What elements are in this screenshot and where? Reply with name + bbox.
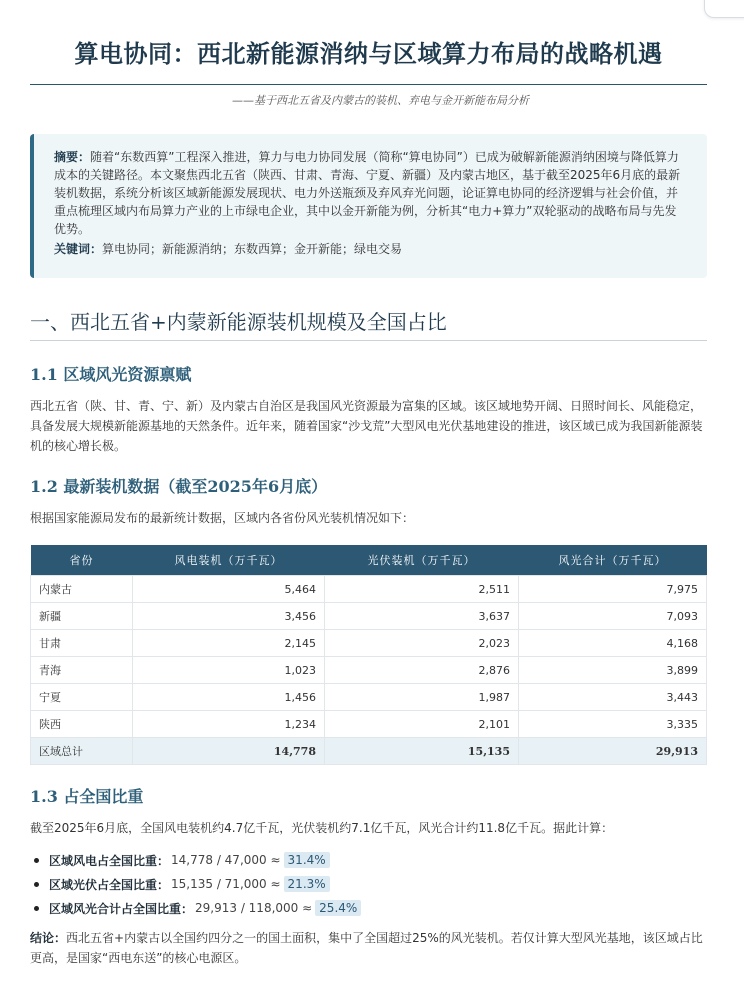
table-row bbox=[31, 657, 707, 684]
conclusion bbox=[30, 928, 707, 968]
stat-label: 区域光伏占全国比重： bbox=[49, 877, 170, 892]
cell-total: 3,443 bbox=[519, 684, 707, 711]
cell-total-label: 区域总计 bbox=[31, 738, 133, 765]
cell-total: 3,899 bbox=[519, 657, 707, 684]
corner-tab[interactable] bbox=[704, 0, 744, 18]
stat-value: 21.3% bbox=[284, 876, 330, 892]
cell-total-wind: 14,778 bbox=[133, 738, 325, 765]
table-row bbox=[31, 576, 707, 603]
cell-total: 3,335 bbox=[519, 711, 707, 738]
list-item bbox=[34, 848, 694, 872]
cell-solar: 1,987 bbox=[325, 684, 519, 711]
col-header-province: 省份 bbox=[31, 545, 133, 576]
table-row bbox=[31, 603, 707, 630]
bullet-icon bbox=[34, 906, 39, 911]
keywords-text: 算电协同；新能源消纳；东数西算；金开新能；绿电交易 bbox=[102, 242, 403, 256]
cell-province: 宁夏 bbox=[31, 684, 133, 711]
conclusion-label: 结论： bbox=[30, 931, 67, 945]
bullet-icon bbox=[34, 882, 39, 887]
bullet-icon bbox=[34, 858, 39, 863]
abstract-body bbox=[54, 148, 687, 238]
page-title: 算电协同：西北新能源消纳与区域算力布局的战略机遇 bbox=[74, 39, 663, 68]
abstract-text: 随着“东数西算”工程深入推进，算力与电力协同发展（简称“算电协同”）已成为破解新能源消纳困境与降低算力成本的关键路径。本文聚焦西北五省（陕西、甘肃、青海、宁夏、新疆）及内蒙古地区，基于截至2025年6月底的最新装机数据，系统分析该区域新能源发展现状、电力外送瓶颈及弃风弃光问题，论证算电协同的经济逻辑与社会价值，并重点梳理区域内布局算力产业的上市绿电企业，其中以金开新能为例，分析其“电力+算力”双轮驱动的战略布局与先发优势。 bbox=[54, 150, 681, 236]
cell-province: 内蒙古 bbox=[31, 576, 133, 603]
table-total-row bbox=[31, 738, 707, 765]
cell-total-sum: 29,913 bbox=[519, 738, 707, 765]
cell-province: 青海 bbox=[31, 657, 133, 684]
table-header-row bbox=[31, 545, 707, 576]
cell-wind: 1,023 bbox=[133, 657, 325, 684]
abstract-box bbox=[30, 134, 707, 278]
cell-wind: 5,464 bbox=[133, 576, 325, 603]
cell-wind: 1,456 bbox=[133, 684, 325, 711]
stat-formula: 15,135 / 71,000 ≈ bbox=[171, 877, 281, 891]
title-divider bbox=[30, 84, 707, 85]
cell-total-solar: 15,135 bbox=[325, 738, 519, 765]
cell-total: 4,168 bbox=[519, 630, 707, 657]
table-row bbox=[31, 711, 707, 738]
section-1-3-intro: 截至2025年6月底，全国风电装机约4.7亿千瓦，光伏装机约7.1亿千瓦，风光合计约11.8亿千瓦。据此计算： bbox=[30, 821, 614, 835]
abstract-label: 摘要： bbox=[54, 150, 91, 164]
cell-solar: 2,101 bbox=[325, 711, 519, 738]
cell-solar: 3,637 bbox=[325, 603, 519, 630]
keywords bbox=[54, 240, 687, 258]
stat-value: 31.4% bbox=[284, 852, 330, 868]
table-row bbox=[31, 684, 707, 711]
list-item bbox=[34, 872, 694, 896]
cell-wind: 1,234 bbox=[133, 711, 325, 738]
cell-total: 7,975 bbox=[519, 576, 707, 603]
stat-formula: 14,778 / 47,000 ≈ bbox=[171, 853, 281, 867]
cell-province: 陕西 bbox=[31, 711, 133, 738]
stat-value: 25.4% bbox=[315, 900, 361, 916]
page-subtitle: ——基于西北五省及内蒙古的装机、弃电与金开新能布局分析 bbox=[232, 94, 529, 107]
cell-province: 甘肃 bbox=[31, 630, 133, 657]
section-1-1-heading: 1.1 区域风光资源禀赋 bbox=[30, 365, 192, 384]
cell-wind: 2,145 bbox=[133, 630, 325, 657]
col-header-wind: 风电装机（万千瓦） bbox=[133, 545, 325, 576]
conclusion-text: 西北五省+内蒙古以全国约四分之一的国土面积，集中了全国超过25%的风光装机。若仅计算大型风光基地，该区域占比更高，是国家“西电东送”的核心电源区。 bbox=[30, 931, 703, 965]
cell-solar: 2,511 bbox=[325, 576, 519, 603]
stat-formula: 29,913 / 118,000 ≈ bbox=[195, 901, 313, 915]
keywords-label: 关键词： bbox=[54, 242, 103, 256]
stat-label: 区域风光合计占全国比重： bbox=[49, 901, 194, 916]
list-item bbox=[34, 896, 694, 920]
cell-wind: 3,456 bbox=[133, 603, 325, 630]
cell-total: 7,093 bbox=[519, 603, 707, 630]
cell-solar: 2,023 bbox=[325, 630, 519, 657]
section-1-1-text: 西北五省（陕、甘、青、宁、新）及内蒙古自治区是我国风光资源最为富集的区域。该区域地势开阔、日照时间长、风能稳定，具备发展大规模新能源基地的天然条件。近年来，随着国家“沙戈荒”大型风电光伏基地建设的推进，该区域已成为我国新能源装机的核心增长极。 bbox=[30, 399, 703, 453]
capacity-table bbox=[30, 545, 707, 765]
stat-label: 区域风电占全国比重： bbox=[49, 853, 170, 868]
col-header-total: 风光合计（万千瓦） bbox=[519, 545, 707, 576]
section-1-heading: 一、西北五省+内蒙新能源装机规模及全国占比 bbox=[30, 310, 447, 334]
section-1-2-heading: 1.2 最新装机数据（截至2025年6月底） bbox=[30, 477, 328, 496]
section-divider bbox=[30, 340, 707, 341]
col-header-solar: 光伏装机（万千瓦） bbox=[325, 545, 519, 576]
table-row bbox=[31, 630, 707, 657]
section-1-2-intro: 根据国家能源局发布的最新统计数据，区域内各省份风光装机情况如下： bbox=[30, 511, 415, 525]
section-1-3-heading: 1.3 占全国比重 bbox=[30, 787, 144, 806]
share-stats-list bbox=[34, 848, 694, 920]
cell-solar: 2,876 bbox=[325, 657, 519, 684]
cell-province: 新疆 bbox=[31, 603, 133, 630]
